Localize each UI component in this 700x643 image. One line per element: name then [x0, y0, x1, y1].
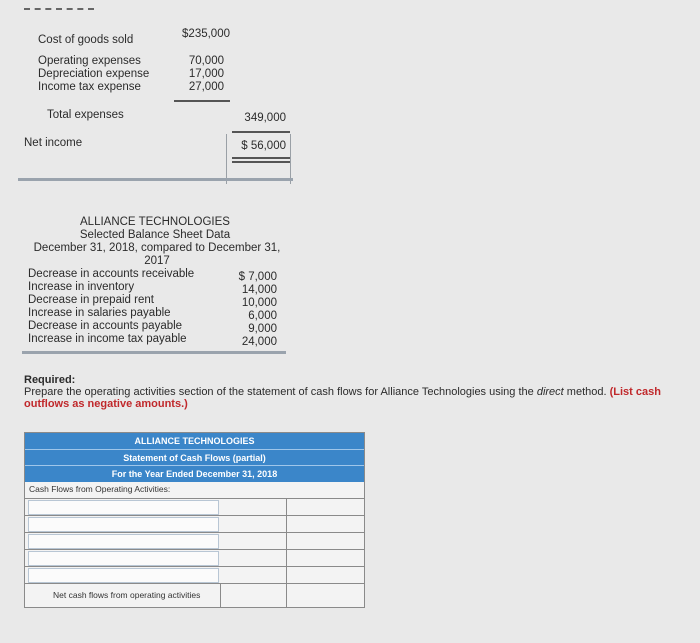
required-instructions: [24, 386, 684, 410]
cash-flow-description-input[interactable]: [28, 517, 219, 532]
amount-cell[interactable]: [221, 499, 287, 516]
required-heading: Required:: [24, 374, 76, 386]
net-income-double-underline-2: [232, 161, 290, 163]
operating-activities-row: [25, 481, 364, 498]
income-tax-expense-label: Income tax expense: [38, 81, 141, 93]
operating-activities-label: Cash Flows from Operating Activities:: [29, 484, 171, 494]
cash-flow-input-row: [25, 498, 364, 516]
balance-title: Selected Balance Sheet Data: [79, 229, 231, 241]
top-edge-marker: [24, 8, 94, 10]
net-cash-amount-cell[interactable]: [220, 584, 287, 607]
form-company-header: ALLIANCE TECHNOLOGIES: [25, 433, 364, 449]
instructions-italic-word: direct: [536, 386, 564, 398]
balance-item-value: $ 7,000: [238, 271, 277, 283]
amount-cell[interactable]: [221, 516, 287, 533]
instructions-note: (List cash outflows as negative amounts.): [24, 386, 661, 410]
balance-item-value: 10,000: [241, 297, 277, 309]
amount-cell[interactable]: [221, 567, 287, 584]
net-income-value: $ 56,000: [241, 140, 286, 152]
section-divider-band: [18, 178, 293, 181]
cash-flow-input-row: [25, 549, 364, 567]
instructions-text-end: method.: [563, 386, 610, 398]
amount-cell[interactable]: [221, 533, 287, 550]
total-cell[interactable]: [286, 516, 363, 533]
balance-item-label: Decrease in prepaid rent: [28, 294, 154, 306]
cogs-label: Cost of goods sold: [38, 34, 134, 46]
form-statement-header: Statement of Cash Flows (partial): [25, 449, 364, 466]
balance-divider-band: [22, 351, 286, 354]
operating-expenses-label: Operating expenses: [38, 55, 141, 67]
cash-flow-description-input[interactable]: [28, 568, 219, 583]
cash-flow-description-input[interactable]: [28, 534, 219, 549]
cash-flow-input-row: [25, 566, 364, 584]
total-underline: [232, 131, 290, 133]
depreciation-expense-value: 17,000: [188, 68, 224, 80]
expenses-underline: [174, 100, 230, 102]
column-divider-right: [290, 134, 291, 184]
column-divider: [226, 134, 227, 184]
total-cell[interactable]: [286, 533, 363, 550]
total-expenses-label: Total expenses: [47, 109, 124, 121]
total-expenses-value: 349,000: [244, 112, 286, 124]
total-cell[interactable]: [286, 499, 363, 516]
balance-item-label: Increase in inventory: [28, 281, 135, 293]
balance-period-line2: 2017: [144, 255, 170, 267]
cash-flow-description-input[interactable]: [28, 551, 219, 566]
depreciation-expense-label: Depreciation expense: [38, 68, 150, 80]
balance-period-line1: December 31, 2018, compared to December 31,: [33, 242, 281, 254]
cash-flow-input-row: [25, 515, 364, 533]
cash-flow-form: [24, 432, 365, 608]
total-cell[interactable]: [286, 567, 363, 584]
total-cell[interactable]: [286, 550, 363, 567]
net-cash-label: Net cash flows from operating activities: [53, 590, 201, 600]
balance-item-label: Increase in income tax payable: [28, 333, 187, 345]
balance-item-value: 24,000: [241, 336, 277, 348]
amount-cell[interactable]: [221, 550, 287, 567]
balance-item-label: Increase in salaries payable: [28, 307, 171, 319]
balance-item-value: 9,000: [248, 323, 277, 335]
balance-item-label: Decrease in accounts payable: [28, 320, 183, 332]
operating-expenses-value: 70,000: [188, 55, 224, 67]
net-cash-row: [25, 583, 364, 607]
form-period-header: For the Year Ended December 31, 2018: [25, 465, 364, 482]
net-cash-total-cell[interactable]: [286, 584, 363, 607]
net-income-label: Net income: [24, 137, 83, 149]
balance-company-name: ALLIANCE TECHNOLOGIES: [80, 216, 230, 228]
cash-flow-description-input[interactable]: [28, 500, 219, 515]
instructions-text: Prepare the operating activities section of the statement of cash flows for Alliance Technologies using the: [24, 386, 537, 398]
balance-item-value: 6,000: [248, 310, 277, 322]
balance-item-value: 14,000: [241, 284, 277, 296]
income-tax-expense-value: 27,000: [188, 81, 224, 93]
net-income-double-underline-1: [232, 157, 290, 159]
cash-flow-input-row: [25, 532, 364, 550]
balance-item-label: Decrease in accounts receivable: [28, 268, 195, 280]
cogs-value: $235,000: [182, 28, 230, 40]
